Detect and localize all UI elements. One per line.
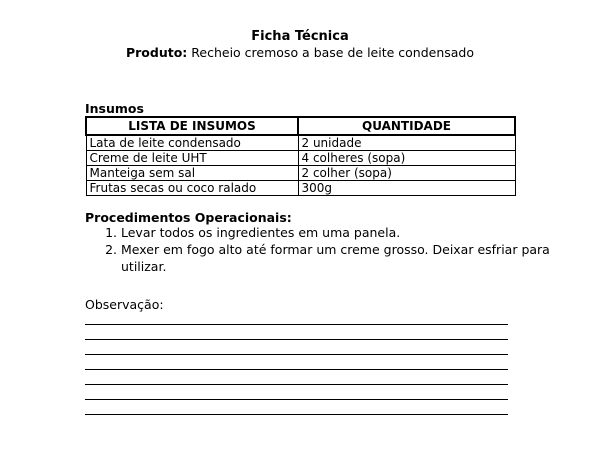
procedimentos-heading: Procedimentos Operacionais: [85,210,292,225]
observacao-line [85,414,508,415]
list-item: 2. Mexer em fogo alto até formar um creme grosso. Deixar esfriar para utilizar. [121,241,561,275]
table-cell-insumo: Creme de leite UHT [86,151,298,166]
procedimentos-list [85,224,561,275]
table-header-row [86,117,515,135]
observacao-line [85,354,508,355]
list-item: 1. Levar todos os ingredientes em uma panela. [121,224,561,241]
product-value: Recheio cremoso a base de leite condensado [191,45,475,60]
table-row [86,135,515,151]
table-cell-insumo: Frutas secas ou coco ralado [86,181,298,196]
product-line [0,45,600,60]
product-label: Produto: [125,45,188,60]
table-cell-quantidade: 2 colher (sopa) [298,166,515,181]
column-header-lista: LISTA DE INSUMOS [86,117,298,135]
observacao-label: Observação: [85,297,164,312]
table-cell-quantidade: 4 colheres (sopa) [298,151,515,166]
observacao-line [85,324,508,325]
table-row [86,181,515,196]
table-row [86,151,515,166]
table-cell-insumo: Manteiga sem sal [86,166,298,181]
observacao-line [85,399,508,400]
document-title: Ficha Técnica [251,29,349,44]
observacao-line [85,384,508,385]
insumos-heading: Insumos [85,101,144,116]
observacao-line [85,339,508,340]
table-row [86,166,515,181]
insumos-table [85,116,516,196]
observacao-line [85,369,508,370]
table-cell-quantidade: 2 unidade [298,135,515,151]
table-cell-insumo: Lata de leite condensado [86,135,298,151]
table-cell-quantidade: 300g [298,181,515,196]
column-header-quantidade: QUANTIDADE [298,117,515,135]
